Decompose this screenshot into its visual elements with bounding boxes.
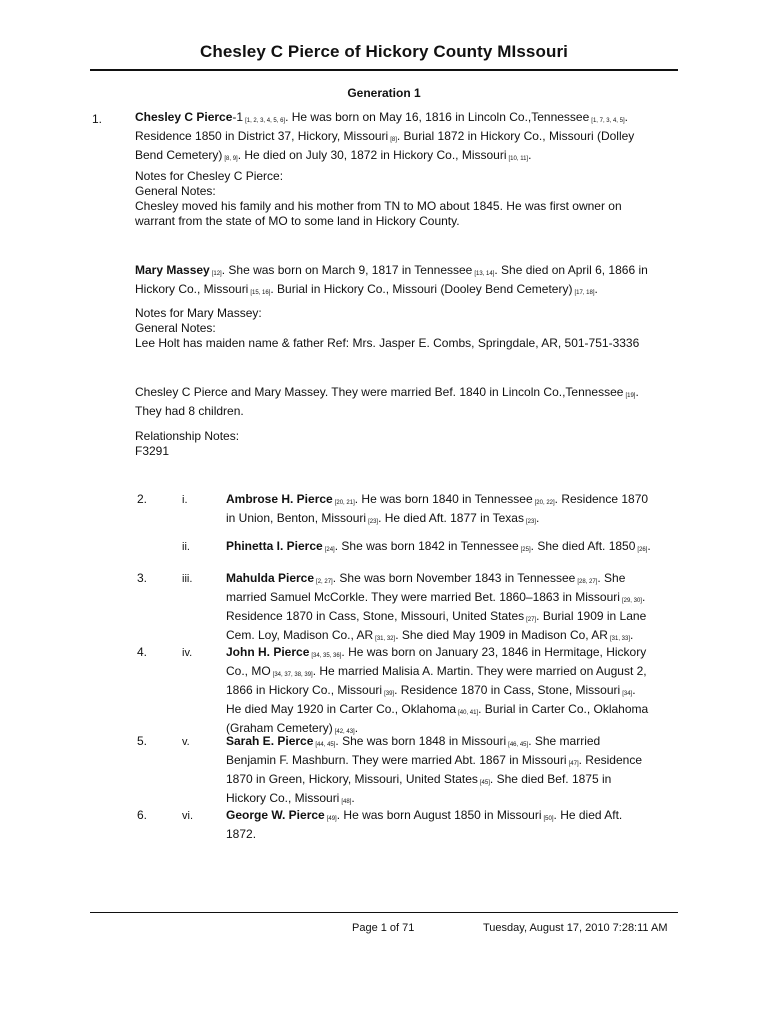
source-ref: [8] bbox=[390, 137, 397, 143]
child-number: 2. bbox=[137, 492, 148, 506]
marriage-entry: Chesley C Pierce and Mary Massey. They were married Bef. 1840 in Lincoln Co.,Tennessee $_{[19]}$. They had 8 children. bbox=[135, 385, 639, 418]
child-roman: v. bbox=[182, 736, 190, 748]
child-entry: Mahulda Pierce $_{[2, 27]}$. She was born November 1843 in Tennessee $_{[28, 27]}$. She married Samuel McCorkle. They were married Bet. 1860–1863 in Missouri $_{[29, 30]}$. Residence 1870 in Cass, Stone, Missouri, United States $_{[27]}$. Burial 1909 in Lane Cem. Loy, Madison Co., AR $_{[31, 32]}$. She died May 1909 in Madison Co, AR $_{[31, 33]}$. bbox=[226, 571, 647, 642]
source-ref: [8, 9] bbox=[224, 156, 238, 162]
child-entry: John H. Pierce $_{[34, 35, 36]}$. He was born on January 23, 1846 in Hermitage, Hickory Co., MO $_{[34, 37, 38, 39]}$. He married Malisia A. Martin. They were married on August 2, 1866 in Hickory Co., Missouri $_{[39]}$. Residence 1870 in Cass, Stone, Missouri $_{[34]}$. He died May 1920 in Carter Co., Oklahoma $_{[40, 41]}$. Burial in Carter Co., Oklahoma (Graham Cemetery) $_{[42, 43]}$. bbox=[226, 645, 649, 735]
child-name: John H. Pierce bbox=[226, 645, 310, 659]
relationship-notes-text: F3291 bbox=[135, 444, 170, 458]
page-number: Page 1 of 71 bbox=[352, 922, 415, 934]
child-number: 3. bbox=[137, 571, 148, 585]
title-divider bbox=[90, 69, 678, 71]
child-roman: i. bbox=[182, 494, 188, 506]
child-name: Mahulda Pierce bbox=[226, 571, 315, 585]
source-ref: [1, 2, 3, 4, 5, 6] bbox=[245, 118, 286, 124]
child-name: Ambrose H. Pierce bbox=[226, 492, 333, 506]
child-entry: Sarah E. Pierce $_{[44, 45]}$. She was born 1848 in Missouri $_{[46, 45]}$. She married Benjamin F. Mashburn. They were married Abt. 1867 in Missouri $_{[47]}$. Residence 1870 in Green, Hickory, Missouri, United States $_{[45]}$. She died Bef. 1875 in Hickory Co., Missouri $_{[48]}$. bbox=[226, 734, 642, 805]
source-ref: [10, 11] bbox=[508, 156, 529, 162]
child-name: Sarah E. Pierce bbox=[226, 734, 314, 748]
main-person-entry: Chesley C Pierce-1 $_{[1, 2, 3, 4, 5, 6]}$. He was born on May 16, 1816 in Lincoln Co.,Tennessee $_{[1, 7, 3, 4, 5]}$. Residence 1850 in District 37, Hickory, Missouri $_{[8]}$. Burial 1872 in Hickory Co., Missouri (Dolley Bend Cemetery) $_{[8, 9]}$. He died on July 30, 1872 in Hickory Co., Missouri $_{[10, 11]}$. bbox=[135, 110, 635, 162]
print-date: Tuesday, August 17, 2010 7:28:11 AM bbox=[483, 922, 668, 934]
general-notes-label: General Notes: bbox=[135, 321, 216, 335]
child-roman: iii. bbox=[182, 573, 193, 585]
child-name: George W. Pierce bbox=[226, 808, 325, 822]
child-entry: George W. Pierce $_{[49]}$. He was born August 1850 in Missouri $_{[50]}$. He died Aft. 1872. bbox=[226, 808, 623, 841]
child-number: 4. bbox=[137, 645, 148, 659]
footer-divider bbox=[90, 912, 678, 913]
notes-header: Notes for Mary Massey: bbox=[135, 306, 262, 320]
person-number: 1. bbox=[92, 112, 103, 126]
child-roman: ii. bbox=[182, 541, 190, 553]
child-roman: vi. bbox=[182, 810, 193, 822]
main-person-notes bbox=[135, 169, 655, 229]
child-entry: Ambrose H. Pierce $_{[20, 21]}$. He was born 1840 in Tennessee $_{[20, 22]}$. Residence 1870 in Union, Benton, Missouri $_{[23]}$. He died Aft. 1877 in Texas $_{[23]}$. bbox=[226, 492, 649, 525]
child-entry: Phinetta I. Pierce $_{[24]}$. She was born 1842 in Tennessee $_{[25]}$. She died Aft. 1850 $_{[26]}$. bbox=[226, 539, 651, 553]
person-name: Chesley C Pierce bbox=[135, 110, 233, 124]
spouse-notes bbox=[135, 306, 675, 351]
child-roman: iv. bbox=[182, 647, 193, 659]
notes-text: Lee Holt has maiden name & father Ref: Mrs. Jasper E. Combs, Springdale, AR, 501-751-3336 bbox=[135, 336, 640, 350]
notes-header: Notes for Chesley C Pierce: bbox=[135, 169, 284, 183]
generation-heading: Generation 1 bbox=[347, 86, 421, 100]
page-title: Chesley C Pierce of Hickory County MIssouri bbox=[199, 42, 568, 61]
spouse-name: Mary Massey bbox=[135, 263, 210, 277]
child-name: Phinetta I. Pierce bbox=[226, 539, 323, 553]
relationship-notes-header: Relationship Notes: bbox=[135, 429, 240, 443]
source-ref: [1, 7, 3, 4, 5] bbox=[591, 118, 625, 124]
spouse-entry: Mary Massey $_{[12]}$. She was born on March 9, 1817 in Tennessee $_{[13, 14]}$. She died on April 6, 1866 in Hickory Co., Missouri $_{[15, 16]}$. Burial in Hickory Co., Missouri (Dooley Bend Cemetery) $_{[17, 18]}$. bbox=[135, 263, 648, 296]
relationship-notes bbox=[135, 429, 655, 459]
notes-text: Chesley moved his family and his mother from TN to MO about 1845. He was first owner on warrant from the state of MO to some land in Hickory County. bbox=[135, 199, 622, 228]
general-notes-label: General Notes: bbox=[135, 184, 216, 198]
child-number: 5. bbox=[137, 734, 148, 748]
child-number: 6. bbox=[137, 808, 148, 822]
